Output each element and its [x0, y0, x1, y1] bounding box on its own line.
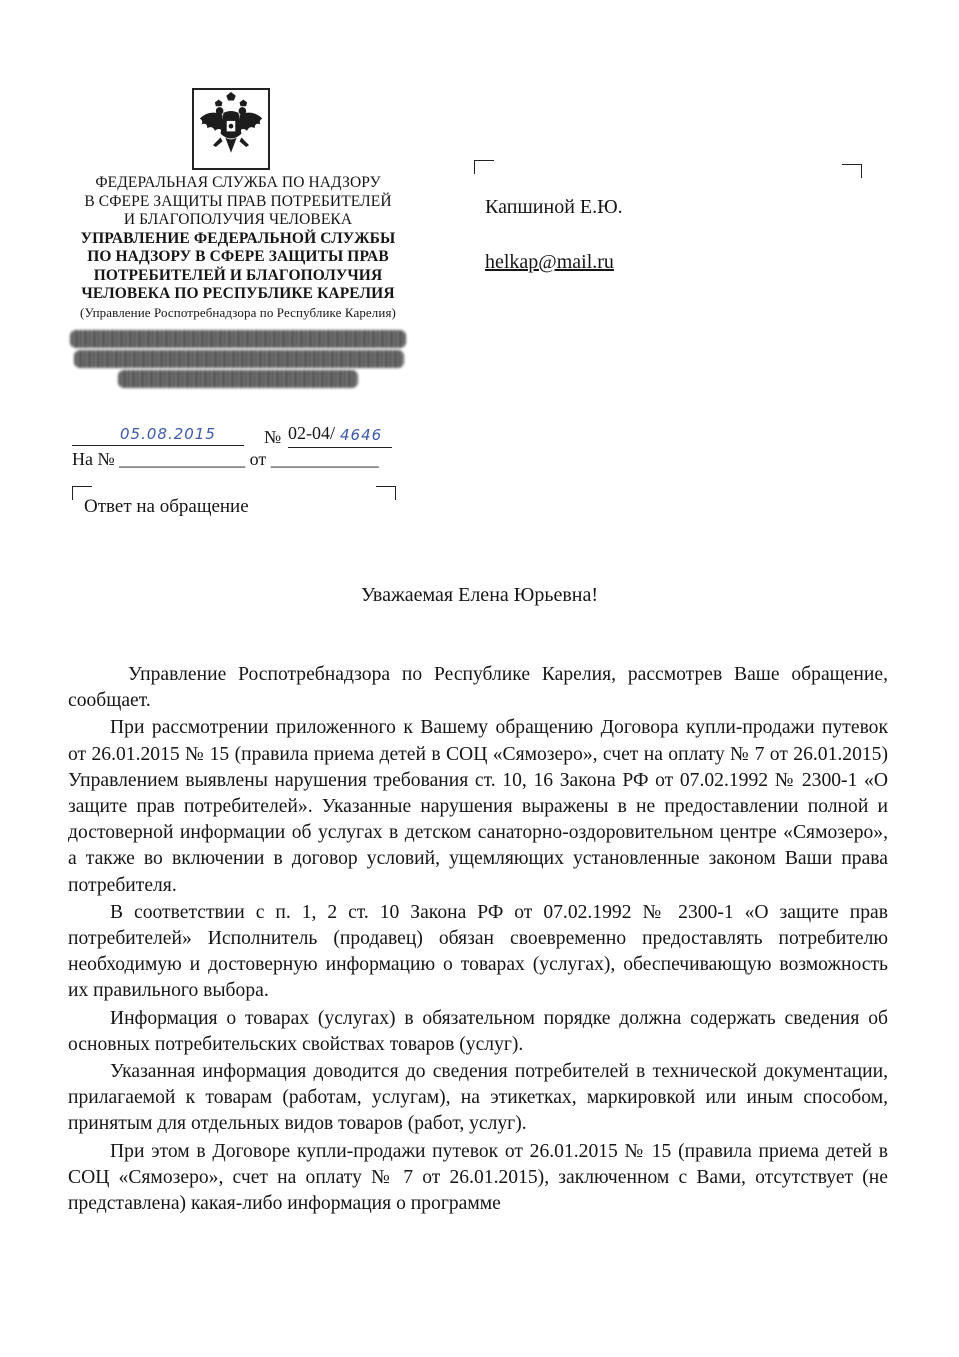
corner-mark: [842, 164, 862, 178]
org-line: ФЕДЕРАЛЬНАЯ СЛУЖБА ПО НАДЗОРУ: [95, 174, 381, 191]
recipient-email-link[interactable]: helkap@mail.ru: [485, 251, 614, 273]
redacted-address-line: [70, 330, 406, 348]
org-line: И БЛАГОПОЛУЧИЯ ЧЕЛОВЕКА: [123, 211, 353, 228]
eagle-icon: [194, 90, 268, 168]
redacted-address-line: [118, 370, 358, 388]
corner-mark: [376, 486, 396, 500]
org-bold-line: ЧЕЛОВЕКА ПО РЕСПУБЛИКЕ КАРЕЛИЯ: [81, 285, 395, 302]
number-underline: [288, 447, 392, 448]
recipient-name: Капшиной Е.Ю.: [485, 196, 623, 218]
corner-mark: [474, 160, 494, 174]
org-bold-line: ПО НАДЗОРУ В СФЕРЕ ЗАЩИТЫ ПРАВ: [87, 248, 389, 265]
org-bold-line: ПОТРЕБИТЕЛЕЙ И БЛАГОПОЛУЧИЯ: [93, 266, 383, 284]
salutation: Уважаемая Елена Юрьевна!: [360, 584, 599, 606]
body-paragraph: В соответствии с п. 1, 2 ст. 10 Закона РФ от 07.02.1992 № 2300-1 «О защите прав потребителей» Исполнитель (продавец) обязан своевременно предоставлять потребителю необходимую и достоверную информацию о товарах (услугах), обеспечивающую возможность их правильного выбора.: [68, 901, 888, 1002]
body-paragraph: Управление Роспотребнадзора по Республике Карелия, рассмотрев Ваше обращение, сообщает.: [68, 664, 888, 712]
registration-number: 4646: [340, 426, 383, 444]
letter-body: [68, 662, 888, 1217]
body-paragraph: При рассмотрении приложенного к Вашему обращению Договора купли-продажи путевок от 26.01.2015 № 15 (правила приема детей в СОЦ «Сямозеро», счет на оплату № 7 от 26.01.2015) Управлением выявлены нарушения требования ст. 10, 16 Закона РФ от 07.02.1992 № 2300-1 «О защите прав потребителей». Указанные нарушения выражены в не предоставлении полной и достоверной информации об услугах в детском санаторно-оздоровительном центре «Сямозеро», а также во включении в договор условий, ущемляющих установленные законом Ваши права потребителя.: [68, 717, 888, 896]
body-paragraph: Указанная информация доводится до сведения потребителей в технической документации, прилагаемой к товарам (работам, услугам), на этикетках, маркировкой или иным способом, принятым для отдельных видов товаров (работ, услуг).: [68, 1061, 888, 1135]
redacted-address-line: [74, 350, 404, 368]
registration-date: 05.08.2015: [120, 425, 216, 443]
body-paragraph: Информация о товарах (услугах) в обязательном порядке должна содержать сведения об основных потребительских свойствах товаров (услуг).: [68, 1007, 888, 1055]
body-paragraph: При этом в Договоре купли-продажи путевок от 26.01.2015 № 15 (правила приема детей в СОЦ «Сямозеро», счет на оплату № 7 от 26.01.2015), заключенном с Вами, отсутствует (не представлена) какая-либо информация о программе: [68, 1140, 888, 1215]
registration-number-prefix: 02-04/: [288, 423, 335, 443]
org-line: В СФЕРЕ ЗАЩИТЫ ПРАВ ПОТРЕБИТЕЛЕЙ: [84, 192, 392, 210]
letter-subject: Ответ на обращение: [84, 496, 249, 517]
state-emblem-icon: [192, 88, 270, 170]
registration-number-label: №: [264, 427, 282, 447]
date-underline: [72, 445, 244, 446]
organization-letterhead: [58, 174, 418, 321]
org-short-name: (Управление Роспотребнадзора по Республике Карелия): [80, 304, 396, 320]
org-bold-line: УПРАВЛЕНИЕ ФЕДЕРАЛЬНОЙ СЛУЖБЫ: [80, 229, 396, 247]
reference-line: На № ______________ от ____________: [72, 449, 379, 469]
